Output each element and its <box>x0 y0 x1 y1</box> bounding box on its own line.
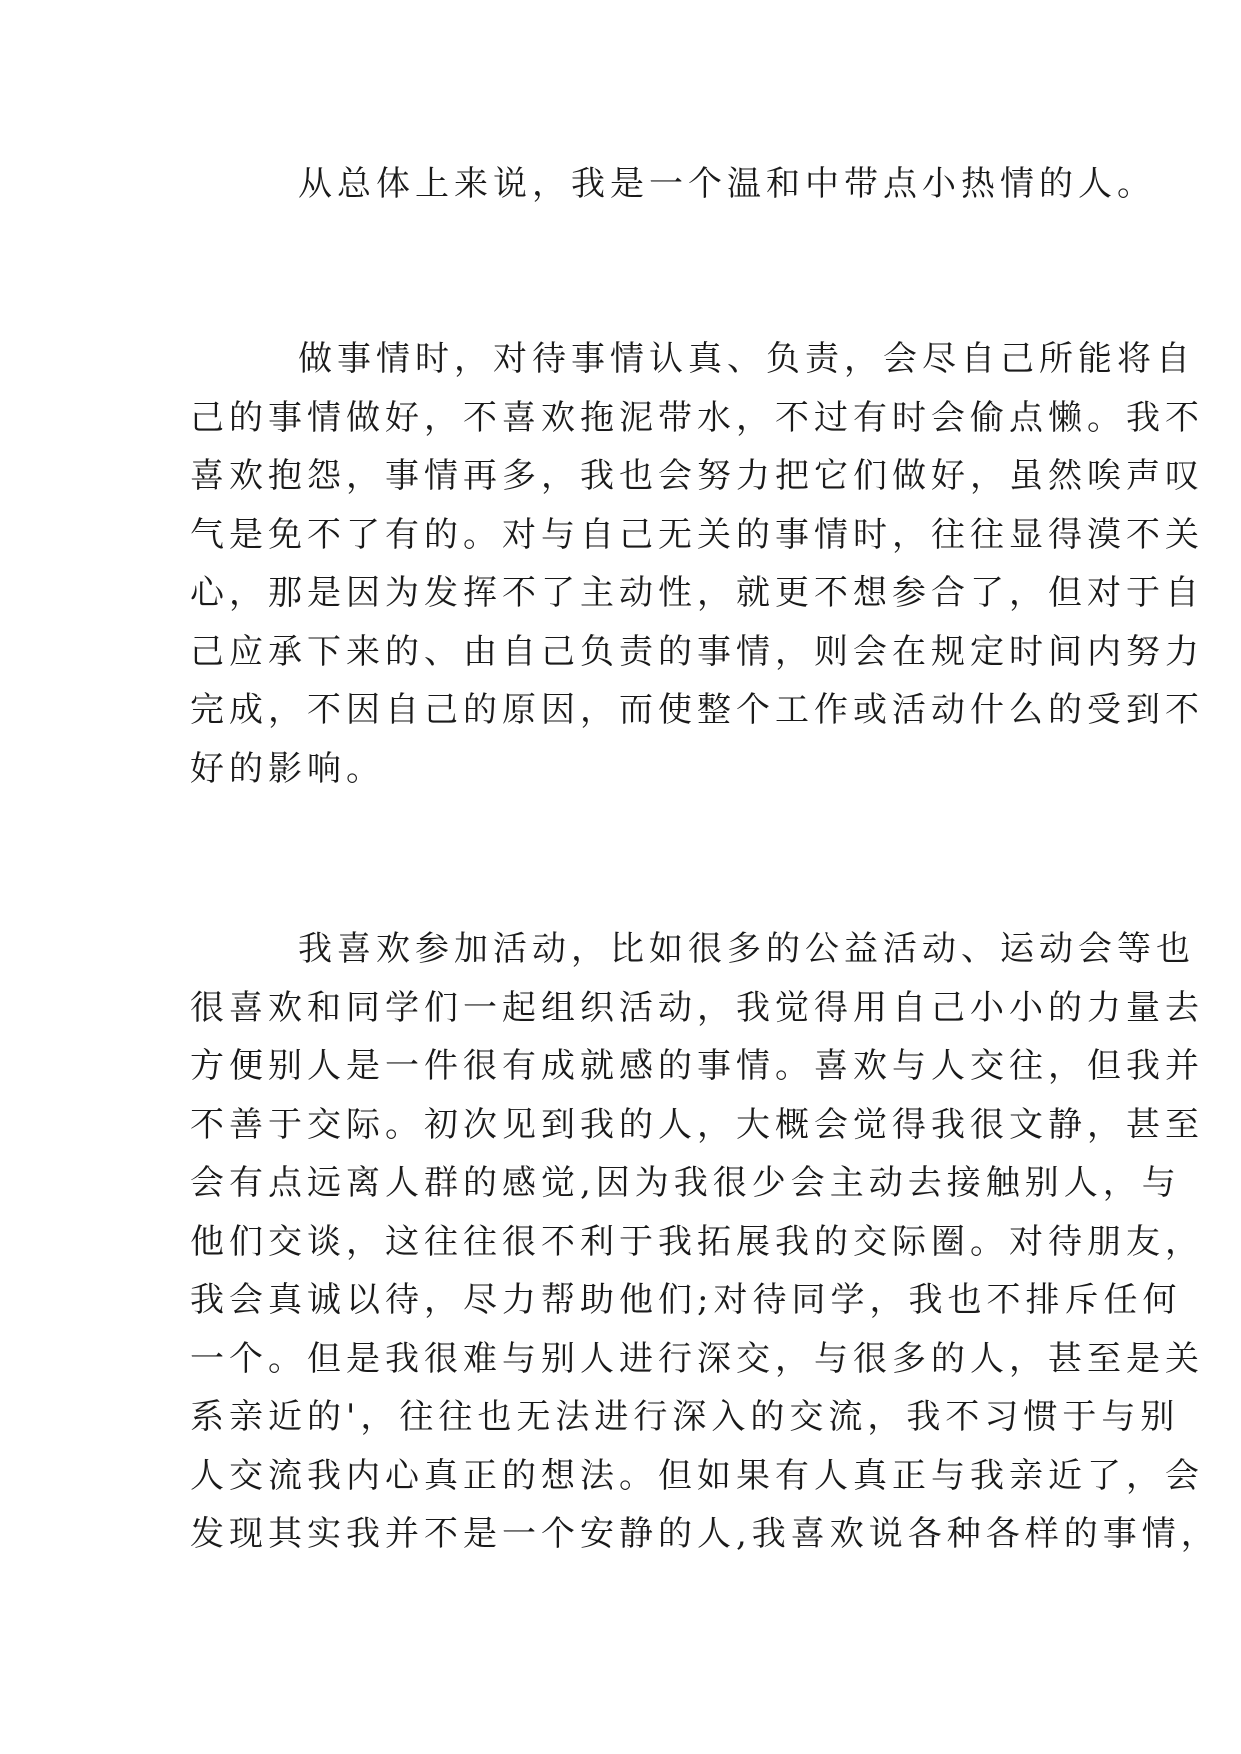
paragraph-line: 人交流我内心真正的想法。但如果有人真正与我亲近了，会 <box>190 1455 1204 1496</box>
paragraph-line: 心，那是因为发挥不了主动性，就更不想参合了，但对于自 <box>190 573 1204 613</box>
paragraph-line: 方便别人是一件很有成就感的事情。喜欢与人交往，但我并 <box>190 1046 1204 1086</box>
paragraph-line: 会有点远离人群的感觉,因为我很少会主动去接触别人，与 <box>190 1163 1181 1203</box>
paragraph-line: 己的事情做好，不喜欢拖泥带水，不过有时会偷点懒。我不 <box>190 397 1204 438</box>
paragraph-line: 发现其实我并不是一个安静的人,我喜欢说各种各样的事情， <box>190 1514 1220 1554</box>
paragraph-line: 做事情时，对待事情认真、负责，会尽自己所能将自 <box>298 339 1195 379</box>
paragraph-line: 己应承下来的、由自己负责的事情，则会在规定时间内努力 <box>190 631 1204 672</box>
paragraph-line: 气是免不了有的。对与自己无关的事情时，往往显得漠不关 <box>190 514 1204 555</box>
paragraph-line: 从总体上来说，我是一个温和中带点小热情的人。 <box>298 164 1156 204</box>
paragraph-line: 很喜欢和同学们一起组织活动，我觉得用自己小小的力量去 <box>190 987 1204 1028</box>
paragraph-line: 不善于交际。初次见到我的人，大概会觉得我很文静，甚至 <box>190 1104 1204 1145</box>
paragraph-line: 喜欢抱怨，事情再多，我也会努力把它们做好，虽然唉声叹 <box>190 456 1204 496</box>
paragraph-social-activities <box>190 920 1220 1564</box>
paragraph-line: 好的影响。 <box>190 748 385 789</box>
paragraph-summary <box>190 155 1156 214</box>
paragraph-line: 他们交谈，这往往很不利于我拓展我的交际圈。对待朋友， <box>190 1221 1204 1262</box>
paragraph-line: 我会真诚以待，尽力帮助他们;对待同学，我也不排斥任何 <box>190 1280 1182 1320</box>
paragraph-line: 系亲近的'，往往也无法进行深入的交流，我不习惯于与别 <box>190 1397 1180 1437</box>
paragraph-line: 我喜欢参加活动，比如很多的公益活动、运动会等也 <box>298 929 1195 969</box>
paragraph-line: 完成，不因自己的原因，而使整个工作或活动什么的受到不 <box>190 690 1204 730</box>
paragraph-line: 一个。但是我很难与别人进行深交，与很多的人，甚至是关 <box>190 1338 1204 1379</box>
paragraph-work-attitude <box>190 330 1204 798</box>
